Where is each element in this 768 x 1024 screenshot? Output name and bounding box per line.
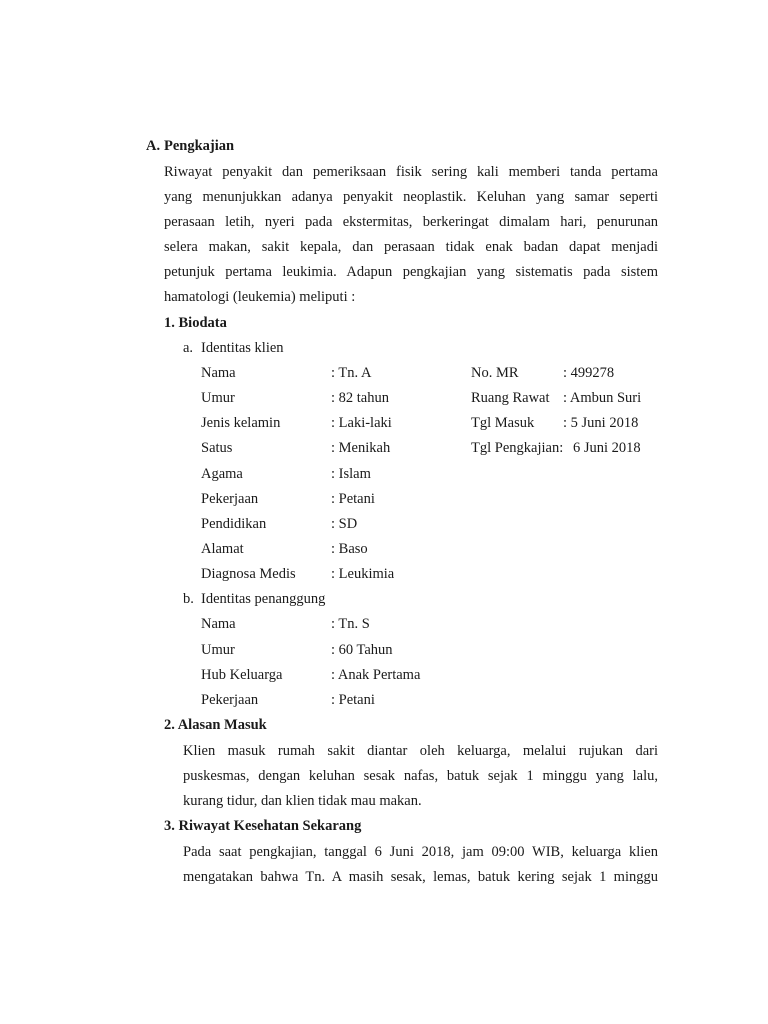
identitas-penanggung-label: b. [183, 591, 194, 607]
field-value: : Petani [331, 491, 375, 507]
paragraph-line: kurang tidur, dan klien tidak mau makan. [183, 793, 422, 809]
field-value: : Leukimia [331, 566, 395, 582]
field-label: Pekerjaan [201, 692, 259, 708]
field-value: : Anak Pertama [331, 667, 421, 683]
paragraph-line: perasaan letih, nyeri pada ekstermitas, berkeringat dimalam hari, penurunan [164, 214, 658, 230]
paragraph-line: yang menunjukkan adanya penyakit neoplastik. Keluhan yang samar seperti [164, 189, 658, 205]
paragraph-line: Riwayat penyakit dan pemeriksaan fisik sering kali memberi tanda pertama [164, 164, 658, 180]
field-value: 6 Juni 2018 [573, 440, 641, 456]
identitas-klien-label: a. [183, 340, 194, 356]
field-label: Pekerjaan [201, 491, 259, 507]
field-value: : Ambun Suri [563, 390, 642, 406]
paragraph-line: mengatakan bahwa Tn. A masih sesak, lemas, batuk kering sejak 1 minggu [183, 869, 658, 885]
field-label: Diagnosa Medis [201, 566, 296, 582]
field-value: : 82 tahun [331, 390, 389, 406]
identitas-klien-title: Identitas klien [201, 340, 284, 356]
field-label: Agama [201, 466, 243, 482]
field-label: Pendidikan [201, 516, 267, 532]
section-a-title: Pengkajian [164, 138, 235, 154]
paragraph-line: puskesmas, dengan keluhan sesak nafas, batuk sejak 1 minggu yang lalu, [183, 768, 658, 784]
riwayat-kesehatan-heading: 3. Riwayat Kesehatan Sekarang [164, 818, 362, 834]
field-value: : SD [331, 516, 358, 532]
field-label: Nama [201, 365, 236, 381]
section-a-label: A. [146, 138, 161, 154]
field-label: No. MR [471, 365, 519, 381]
identitas-penanggung-title: Identitas penanggung [201, 591, 326, 607]
field-label: Tgl Masuk [471, 415, 535, 431]
field-label: Umur [201, 390, 235, 406]
field-label: Umur [201, 642, 235, 658]
field-value: : Menikah [331, 440, 391, 456]
field-value: : Tn. A [331, 365, 372, 381]
field-value: : Islam [331, 466, 371, 482]
field-label: Satus [201, 440, 233, 456]
paragraph-line: selera makan, sakit kepala, dan perasaan tidak enak badan dapat menjadi [164, 239, 658, 255]
field-label: Alamat [201, 541, 244, 557]
biodata-heading: 1. Biodata [164, 315, 227, 331]
paragraph-line: hamatologi (leukemia) meliputi : [164, 289, 356, 305]
field-value: : Baso [331, 541, 368, 557]
field-label: Nama [201, 616, 236, 632]
field-label: Tgl Pengkajian: [471, 440, 564, 456]
field-label: Ruang Rawat [471, 390, 550, 406]
field-value: : 5 Juni 2018 [563, 415, 639, 431]
paragraph-line: Klien masuk rumah sakit diantar oleh keluarga, melalui rujukan dari [183, 743, 658, 759]
field-value: : 60 Tahun [331, 642, 393, 658]
alasan-masuk-heading: 2. Alasan Masuk [164, 717, 267, 733]
field-label: Hub Keluarga [201, 667, 283, 683]
field-value: : 499278 [563, 365, 615, 381]
field-value: : Laki-laki [331, 415, 392, 431]
paragraph-line: petunjuk pertama leukimia. Adapun pengkajian yang sistematis pada sistem [164, 264, 658, 280]
field-value: : Petani [331, 692, 375, 708]
field-label: Jenis kelamin [201, 415, 281, 431]
paragraph-line: Pada saat pengkajian, tanggal 6 Juni 2018, jam 09:00 WIB, keluarga klien [183, 844, 658, 860]
field-value: : Tn. S [331, 616, 370, 632]
